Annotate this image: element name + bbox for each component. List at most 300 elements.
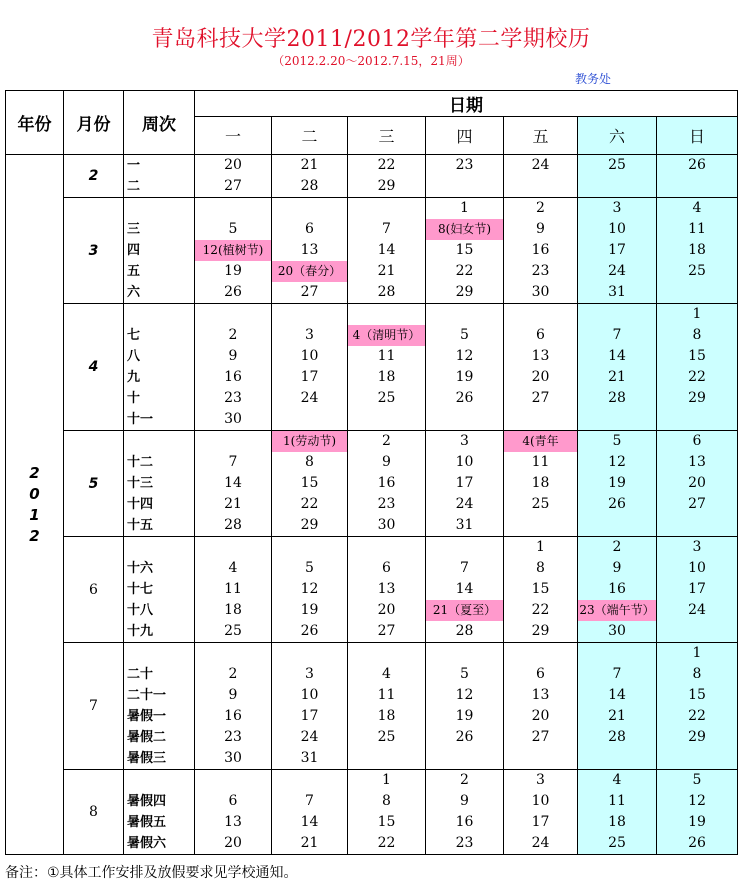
date-number: 22 <box>531 602 550 618</box>
date-number: 10 <box>608 221 626 237</box>
month-header: 月份 <box>64 91 124 155</box>
date-number: 24 <box>608 263 626 279</box>
week-label: 七 <box>127 328 141 343</box>
week-label: 暑假二 <box>127 730 167 745</box>
date-number: 11 <box>531 454 550 470</box>
date-number: 2 <box>536 200 545 216</box>
date-number: 11 <box>377 348 396 364</box>
date-number: 11 <box>224 581 242 597</box>
date-number <box>348 198 425 219</box>
date-number: 22 <box>688 708 706 724</box>
date-number: 15 <box>688 348 706 364</box>
date-number: 4 <box>612 772 622 788</box>
date-number <box>195 643 271 664</box>
week-label: 十四 <box>127 497 154 512</box>
day-cell <box>195 431 272 537</box>
week-label: 六 <box>127 285 141 300</box>
week-label: 十六 <box>127 561 154 576</box>
date-number <box>195 537 271 558</box>
date-number: 5 <box>460 666 469 682</box>
date-number: 27 <box>688 496 706 512</box>
date-number: 15 <box>455 242 474 258</box>
day-header-1: 一 <box>195 117 272 155</box>
day-cell <box>272 643 348 770</box>
date-number: 14 <box>377 242 396 258</box>
month-cell <box>64 198 124 304</box>
date-number: 9 <box>460 793 469 809</box>
year-header: 年份 <box>6 91 64 155</box>
date-number: 23 <box>224 729 242 745</box>
date-number: 3 <box>536 772 545 788</box>
date-number: 14 <box>455 581 474 597</box>
date-number: 7 <box>612 327 622 343</box>
day-cell <box>657 198 738 304</box>
month-cell <box>64 431 124 537</box>
date-number: 4 <box>228 560 238 576</box>
date-number: 23 <box>531 263 550 279</box>
date-number: 4(青年 <box>504 431 577 452</box>
month-cell <box>64 643 124 770</box>
day-cell <box>657 643 738 770</box>
week-label: 四 <box>127 243 141 258</box>
date-number: 20 <box>224 835 242 851</box>
day-cell <box>272 537 348 643</box>
date-number: 13 <box>224 814 242 830</box>
date-number: 23 <box>377 496 396 512</box>
date-number: 7 <box>460 560 469 576</box>
date-number: 1 <box>692 645 702 661</box>
date-number: 22 <box>377 157 396 173</box>
day-cell <box>578 155 657 198</box>
date-number: 28 <box>455 623 474 639</box>
date-number: 26 <box>455 729 474 745</box>
date-number <box>348 748 425 769</box>
date-number: 30 <box>224 411 242 427</box>
date-number: 21 <box>608 708 626 724</box>
date-number: 20 <box>531 708 550 724</box>
date-number: 27 <box>531 390 550 406</box>
date-number: 28 <box>224 517 242 533</box>
year-digit: 2 <box>29 526 40 545</box>
date-number <box>504 748 577 769</box>
day-cell <box>348 643 426 770</box>
date-number: 24 <box>531 835 550 851</box>
date-number: 31 <box>455 517 474 533</box>
date-number: 23（端午节） <box>578 600 656 621</box>
day-cell <box>657 155 738 198</box>
date-number <box>578 643 656 664</box>
date-number <box>272 409 347 430</box>
date-number <box>504 176 577 197</box>
date-number: 2 <box>460 772 469 788</box>
week-header: 周次 <box>124 91 195 155</box>
date-number: 3 <box>305 666 314 682</box>
date-number <box>195 431 271 452</box>
date-number <box>657 515 737 536</box>
date-number <box>195 770 271 791</box>
date-number: 8 <box>536 560 545 576</box>
date-number: 22 <box>377 835 396 851</box>
date-number <box>426 643 503 664</box>
day-cell <box>426 198 504 304</box>
week-label: 十一 <box>127 412 154 427</box>
month-row <box>6 537 738 643</box>
date-number <box>272 770 347 791</box>
date-number <box>348 643 425 664</box>
month-number: 3 <box>88 242 99 259</box>
month-row <box>6 155 738 198</box>
week-cell <box>124 431 195 537</box>
date-number: 26 <box>608 496 626 512</box>
date-number: 24 <box>455 496 474 512</box>
date-number <box>578 176 656 197</box>
date-number: 6 <box>536 666 545 682</box>
date-number <box>272 304 347 325</box>
date-number: 2 <box>612 539 622 555</box>
date-number: 17 <box>608 242 626 258</box>
date-number: 12 <box>455 348 474 364</box>
week-label: 十九 <box>127 624 154 639</box>
date-number: 17 <box>300 369 319 385</box>
date-number: 7 <box>382 221 391 237</box>
date-number: 12 <box>608 454 626 470</box>
date-number: 16 <box>224 369 242 385</box>
date-number: 16 <box>455 814 474 830</box>
week-label: 十 <box>127 391 141 406</box>
date-number: 6 <box>382 560 391 576</box>
date-number: 18 <box>608 814 626 830</box>
day-cell <box>348 770 426 855</box>
day-cell <box>504 155 578 198</box>
week-label: 暑假四 <box>127 794 167 809</box>
day-cell <box>426 537 504 643</box>
date-number: 6 <box>692 433 702 449</box>
date-number: 6 <box>536 327 545 343</box>
day-cell <box>578 770 657 855</box>
date-number: 13 <box>688 454 706 470</box>
week-cell <box>124 537 195 643</box>
date-number: 1 <box>382 772 391 788</box>
date-number: 3 <box>460 433 469 449</box>
week-label: 五 <box>127 264 141 279</box>
date-number: 14 <box>608 687 626 703</box>
date-number: 6 <box>305 221 314 237</box>
day-cell <box>195 155 272 198</box>
date-number: 9 <box>536 221 545 237</box>
date-number <box>195 198 271 219</box>
date-number: 5 <box>228 221 238 237</box>
date-number: 9 <box>228 348 238 364</box>
date-number: 24 <box>531 157 550 173</box>
date-number: 7 <box>612 666 622 682</box>
week-label: 十八 <box>127 603 154 618</box>
day-header-7: 日 <box>657 117 738 155</box>
date-number <box>657 282 737 303</box>
date-number: 3 <box>692 539 702 555</box>
day-cell <box>348 537 426 643</box>
date-number: 25 <box>224 623 242 639</box>
date-number: 10 <box>688 560 706 576</box>
date-number <box>657 176 737 197</box>
date-number: 18 <box>377 708 396 724</box>
date-number: 1 <box>536 539 545 555</box>
date-number: 28 <box>608 729 626 745</box>
week-label: 二十一 <box>127 688 167 703</box>
date-number: 21（夏至） <box>426 600 503 621</box>
calendar-title: 青岛科技大学2011/2012学年第二学期校历 <box>151 27 591 52</box>
date-number: 11 <box>608 793 626 809</box>
day-cell <box>272 770 348 855</box>
year-digit: 0 <box>29 484 40 503</box>
day-cell <box>426 155 504 198</box>
date-number: 14 <box>224 475 242 491</box>
date-number: 8(妇女节) <box>426 219 503 240</box>
date-number: 4 <box>692 200 702 216</box>
date-number: 29 <box>688 390 706 406</box>
date-number: 8 <box>692 666 702 682</box>
date-number: 2 <box>228 666 238 682</box>
date-number: 9 <box>382 454 391 470</box>
date-number: 4 <box>382 666 391 682</box>
date-number: 16 <box>608 581 626 597</box>
month-cell <box>64 537 124 643</box>
date-number: 27 <box>531 729 550 745</box>
day-cell <box>657 537 738 643</box>
date-number <box>195 304 271 325</box>
date-number: 1 <box>460 200 469 216</box>
date-number <box>348 537 425 558</box>
date-number: 10 <box>300 348 319 364</box>
date-number <box>272 537 347 558</box>
date-number: 25 <box>377 729 396 745</box>
date-number: 18 <box>377 369 396 385</box>
date-number: 13 <box>377 581 396 597</box>
date-number <box>426 304 503 325</box>
day-header-3: 三 <box>348 117 426 155</box>
date-number: 30 <box>377 517 396 533</box>
week-label: 九 <box>127 370 141 385</box>
date-number: 7 <box>305 793 314 809</box>
date-number: 25 <box>608 835 626 851</box>
date-number: 29 <box>300 517 319 533</box>
year-digit: 1 <box>29 505 40 524</box>
date-number: 17 <box>455 475 474 491</box>
date-number: 5 <box>460 327 469 343</box>
date-number: 13 <box>531 348 550 364</box>
date-number: 23 <box>455 157 474 173</box>
month-cell <box>64 770 124 855</box>
date-number <box>657 621 737 642</box>
date-number: 31 <box>300 750 319 766</box>
day-cell <box>348 198 426 304</box>
date-number <box>504 643 577 664</box>
date-number: 2 <box>228 327 238 343</box>
date-number: 22 <box>300 496 319 512</box>
date-header: 日期 <box>195 91 738 117</box>
date-number: 31 <box>608 284 626 300</box>
date-number: 21 <box>300 835 319 851</box>
date-number: 19 <box>688 814 706 830</box>
day-cell <box>195 643 272 770</box>
date-number: 11 <box>688 221 706 237</box>
calendar-subtitle: （2012.2.20～2012.7.15，21周） <box>272 54 470 68</box>
date-number: 15 <box>300 475 319 491</box>
day-cell <box>426 304 504 431</box>
day-cell <box>504 198 578 304</box>
date-number: 28 <box>300 178 319 194</box>
date-number: 16 <box>377 475 396 491</box>
day-cell <box>272 304 348 431</box>
date-number: 29 <box>688 729 706 745</box>
date-number: 19 <box>455 708 474 724</box>
date-number: 5 <box>612 433 622 449</box>
date-number: 16 <box>531 242 550 258</box>
date-number: 18 <box>688 242 706 258</box>
date-number: 12 <box>300 581 319 597</box>
week-label: 暑假三 <box>127 751 167 766</box>
day-cell <box>426 770 504 855</box>
week-cell <box>124 198 195 304</box>
date-number <box>504 304 577 325</box>
date-number <box>426 537 503 558</box>
day-cell <box>272 198 348 304</box>
day-cell <box>195 770 272 855</box>
week-cell <box>124 643 195 770</box>
date-number: 25 <box>688 263 706 279</box>
date-number: 26 <box>455 390 474 406</box>
date-number: 1(劳动节) <box>272 431 347 452</box>
date-number: 10 <box>531 793 550 809</box>
date-number: 25 <box>531 496 550 512</box>
date-number: 13 <box>531 687 550 703</box>
date-number: 23 <box>455 835 474 851</box>
date-number: 8 <box>305 454 314 470</box>
day-cell <box>426 643 504 770</box>
week-label: 二 <box>127 179 141 194</box>
date-number: 19 <box>455 369 474 385</box>
date-number: 15 <box>377 814 396 830</box>
day-cell <box>195 304 272 431</box>
date-number: 26 <box>300 623 319 639</box>
month-number: 8 <box>89 804 98 820</box>
week-label: 暑假六 <box>127 836 167 851</box>
month-row <box>6 770 738 855</box>
week-label: 一 <box>127 158 141 173</box>
date-number: 20 <box>688 475 706 491</box>
date-number: 8 <box>382 793 391 809</box>
date-number: 21 <box>608 369 626 385</box>
date-number: 26 <box>688 835 706 851</box>
date-number: 30 <box>531 284 550 300</box>
date-number: 20（春分） <box>272 261 347 282</box>
date-number: 23 <box>224 390 242 406</box>
date-number <box>348 409 425 430</box>
date-number: 15 <box>688 687 706 703</box>
date-number: 4（清明节） <box>348 325 425 346</box>
week-label: 二十 <box>127 667 154 682</box>
date-number: 8 <box>692 327 702 343</box>
day-header-5: 五 <box>504 117 578 155</box>
date-number: 21 <box>224 496 242 512</box>
week-label: 暑假一 <box>127 709 167 724</box>
date-number <box>272 198 347 219</box>
year-cell <box>6 155 64 855</box>
date-number: 11 <box>377 687 396 703</box>
week-label: 十二 <box>127 455 154 470</box>
week-label: 十五 <box>127 518 154 533</box>
month-row <box>6 431 738 537</box>
day-cell <box>504 431 578 537</box>
day-cell <box>657 431 738 537</box>
day-cell <box>272 155 348 198</box>
week-label: 八 <box>127 349 141 364</box>
date-number: 21 <box>377 263 396 279</box>
date-number: 17 <box>531 814 550 830</box>
day-cell <box>195 537 272 643</box>
day-cell <box>504 770 578 855</box>
date-number: 15 <box>531 581 550 597</box>
date-number: 5 <box>305 560 314 576</box>
date-number: 12(植树节) <box>195 240 271 261</box>
week-label: 暑假五 <box>127 815 167 830</box>
date-number: 16 <box>224 708 242 724</box>
date-number: 17 <box>688 581 706 597</box>
date-number: 30 <box>608 623 626 639</box>
day-cell <box>426 431 504 537</box>
day-header-6: 六 <box>578 117 657 155</box>
month-number: 7 <box>89 698 98 714</box>
date-number <box>348 304 425 325</box>
date-number: 24 <box>688 602 706 618</box>
date-number: 12 <box>455 687 474 703</box>
week-label: 十三 <box>127 476 154 491</box>
date-number <box>504 409 577 430</box>
date-number: 27 <box>300 284 319 300</box>
month-cell <box>64 155 124 198</box>
day-cell <box>348 304 426 431</box>
date-number: 29 <box>455 284 474 300</box>
week-label: 三 <box>127 222 141 237</box>
date-number <box>578 748 656 769</box>
date-number <box>578 409 656 430</box>
day-cell <box>578 537 657 643</box>
week-cell <box>124 770 195 855</box>
date-number: 10 <box>455 454 474 470</box>
date-number: 14 <box>608 348 626 364</box>
date-number: 14 <box>300 814 319 830</box>
day-cell <box>578 198 657 304</box>
date-number: 19 <box>300 602 319 618</box>
day-cell <box>504 537 578 643</box>
date-number <box>426 176 503 197</box>
date-number <box>657 748 737 769</box>
week-cell <box>124 155 195 198</box>
date-number: 25 <box>608 157 626 173</box>
date-number <box>272 643 347 664</box>
day-cell <box>578 643 657 770</box>
day-cell <box>657 770 738 855</box>
day-cell <box>504 643 578 770</box>
date-number: 17 <box>300 708 319 724</box>
calendar-table <box>5 90 738 855</box>
week-cell <box>124 304 195 431</box>
date-number: 6 <box>228 793 238 809</box>
date-number: 27 <box>377 623 396 639</box>
month-row <box>6 198 738 304</box>
date-number: 27 <box>224 178 242 194</box>
date-number: 3 <box>305 327 314 343</box>
day-cell <box>195 198 272 304</box>
